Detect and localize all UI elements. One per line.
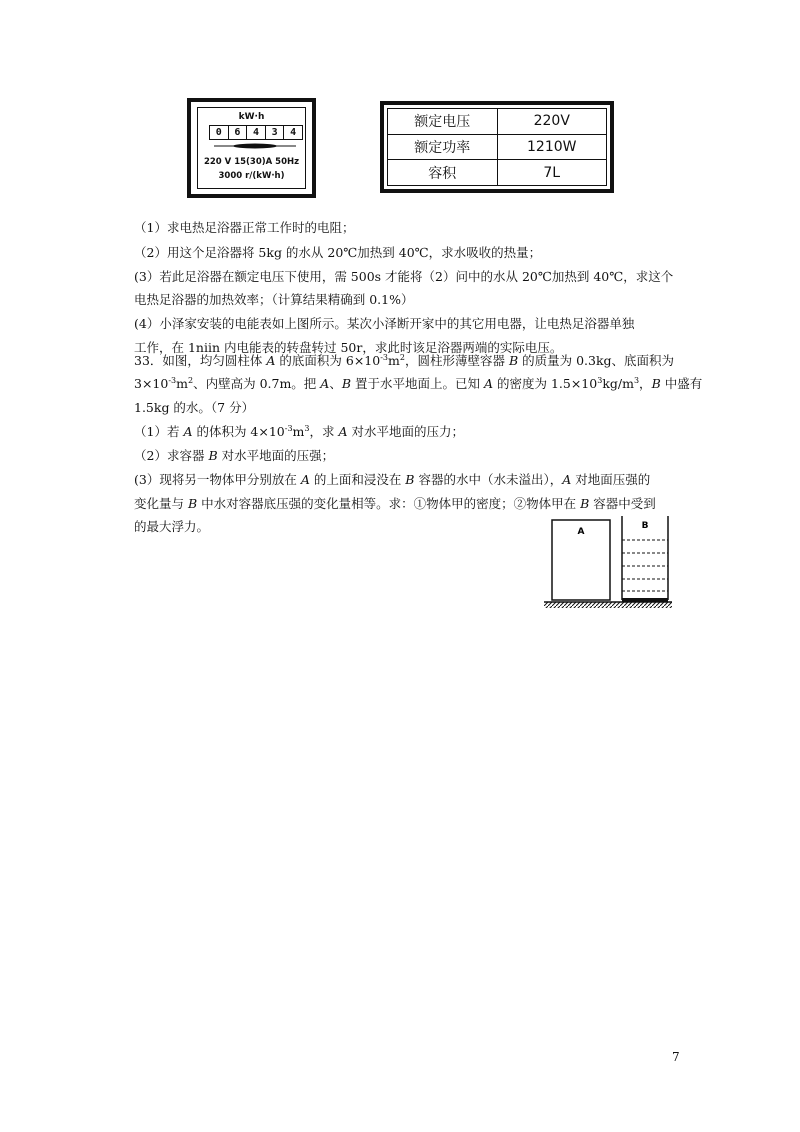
q33-part-3-line2: 变化量与 B 中水对容器底压强的变化量相等。求：①物体甲的密度；②物体甲在 B 容器中受到	[134, 496, 656, 511]
q32-part-4-line2: 工作，在 1niin 内电能表的转盘转过 50r，求此时该足浴器两端的实际电压。	[134, 340, 563, 355]
q33-line-1: 33．如图，均匀圆柱体 A 的底面积为 $6\times 10^{-3}m^2$，圆柱形薄壁容器 B 的质量为 0.3kg、底面积为	[134, 352, 675, 368]
q32-part-3-line1: (3）若此足浴器在额定电压下使用，需 500s 才能将（2）问中的水从 20℃加热到 40℃，求这个	[134, 269, 674, 284]
meter-unit: kW·h	[238, 112, 265, 122]
q33-part-3-line1: (3）现将另一物体甲分别放在 A 的上面和浸没在 B 容器的水中（水未溢出），A 对地面压强的	[134, 472, 651, 487]
meter-reading	[209, 125, 303, 140]
meter-digit: 4	[247, 126, 266, 139]
page-number: 7	[672, 1050, 680, 1064]
ground-hatch	[544, 602, 672, 608]
q33-part-1: （1）若 A 的体积为 $4\times 10^{-3}m^3$，求 A 对水平地面的压力；	[134, 423, 464, 439]
q32-part-3-line2: 电热足浴器的加热效率；（计算结果精确到 0.1%）	[134, 292, 414, 307]
meter-disc-icon	[214, 143, 296, 149]
table-row	[388, 160, 607, 186]
q33-part-2: （2）求容器 B 对水平地面的压强；	[134, 448, 335, 463]
meter-digit: 4	[290, 127, 297, 138]
q33-line-3: 1.5kg 的水。（7 分）	[134, 400, 255, 415]
spec-value: 1210W	[497, 134, 607, 160]
meter-rev-constant: 3000 r/(kW·h)	[218, 171, 285, 181]
q32-part-2: （2）用这个足浴器将 5kg 的水从 20℃加热到 40℃，求水吸收的热量；	[134, 245, 542, 260]
meter-spec: 220 V 15(30)A 50Hz	[203, 157, 300, 167]
q33-line-2: $3\times 10^{-3}m^2$、内壁高为 0.7m。把 A、B 置于水平地面上。已知 A 的密度为 $1.5\times 10^3kg/m^3$，B 中盛有	[134, 375, 703, 391]
label-b: B	[641, 521, 649, 531]
spec-label: 容积	[388, 160, 498, 186]
table-row	[388, 134, 607, 160]
table-row	[388, 109, 607, 135]
meter-digit: 6	[229, 126, 248, 139]
spec-table	[387, 108, 607, 186]
meter-digit: 0	[210, 126, 229, 139]
spec-table-frame	[380, 101, 614, 193]
spec-value: 7L	[497, 160, 607, 186]
meter-face	[197, 107, 306, 189]
cylinder-container-diagram	[544, 514, 672, 610]
spec-label: 额定功率	[388, 134, 498, 160]
spec-value: 220V	[497, 109, 607, 135]
electricity-meter-figure	[187, 98, 316, 198]
meter-digit: 3	[266, 126, 285, 139]
q32-part-1: （1）求电热足浴器正常工作时的电阻；	[134, 220, 355, 235]
q33-part-3-line3: 的最大浮力。	[134, 519, 210, 534]
label-a: A	[577, 527, 585, 537]
q32-part-4-line1: (4）小泽家安装的电能表如上图所示。某次小泽断开家中的其它用电器，让电热足浴器单独	[134, 316, 635, 331]
spec-label: 额定电压	[388, 109, 498, 135]
